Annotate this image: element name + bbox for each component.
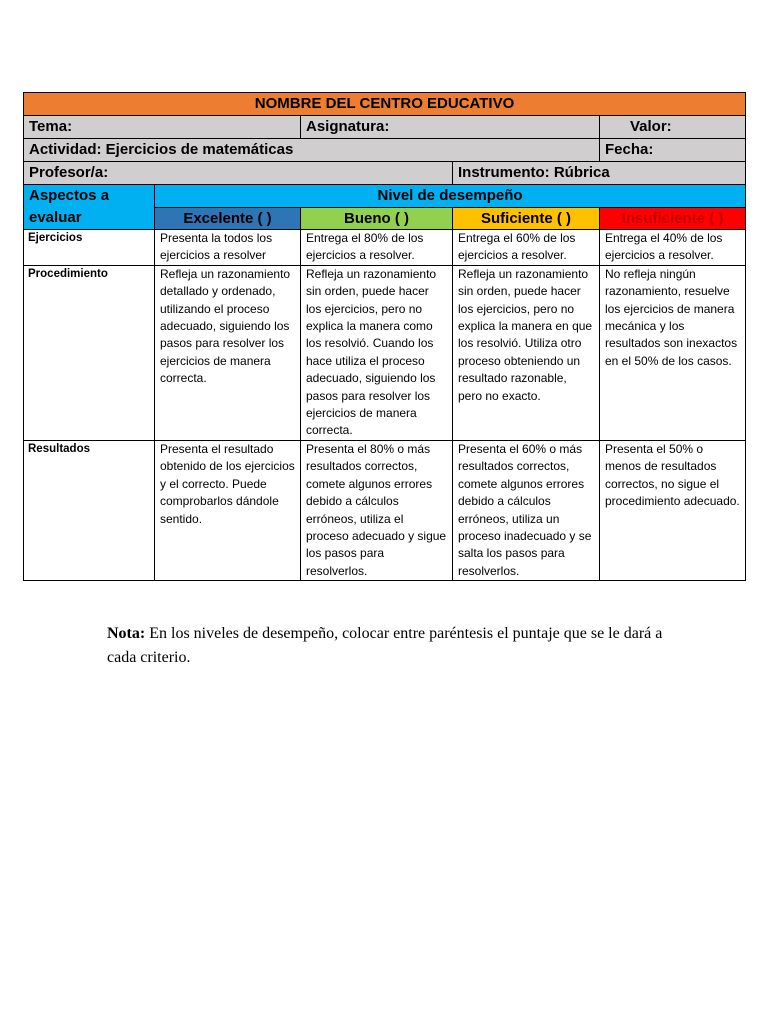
cell-procedimiento-bueno: Refleja un razonamiento sin orden, puede hacer los ejercicios, pero no explica la manera como los resolvió. Cuando los hace utiliza el proceso adecuado, siguiendo los pasos para resolver los ejercicios de manera correcta. (301, 265, 453, 440)
level-title-row (24, 185, 746, 208)
rubric-table (23, 92, 746, 581)
profesor-row (24, 162, 746, 185)
cell-ejercicios-suficiente: Entrega el 60% de los ejercicios a resolver. (453, 230, 600, 266)
cell-resultados-excelente: Presenta el resultado obtenido de los ejercicios y el correcto. Puede comprobarlos dándole sentido. (155, 440, 301, 580)
note-paragraph (107, 622, 667, 669)
tema-field: Tema: (24, 116, 301, 139)
rubric-row-ejercicios (24, 230, 746, 266)
criterion-procedimiento: Procedimiento (24, 265, 155, 440)
rubric-row-resultados (24, 440, 746, 580)
cell-ejercicios-bueno: Entrega el 80% de los ejercicios a resolver. (301, 230, 453, 266)
fecha-field: Fecha: (600, 139, 746, 162)
cell-resultados-bueno: Presenta el 80% o más resultados correctos, comete algunos errores debido a cálculos erróneos, utiliza el proceso adecuado y sigue los pasos para resolverlos. (301, 440, 453, 580)
tema-row (24, 116, 746, 139)
note-label: Nota: (107, 625, 146, 642)
level-insuficiente: Insuficiente ( ) (600, 207, 746, 230)
cell-ejercicios-insuficiente: Entrega el 40% de los ejercicios a resolver. (600, 230, 746, 266)
aspects-header: Aspectos a evaluar (24, 185, 155, 230)
level-header: Nivel de desempeño (155, 185, 746, 208)
cell-ejercicios-excelente: Presenta la todos los ejercicios a resolver (155, 230, 301, 266)
instrumento-field: Instrumento: Rúbrica (453, 162, 746, 185)
profesor-field: Profesor/a: (24, 162, 453, 185)
level-bueno: Bueno ( ) (301, 207, 453, 230)
asignatura-field: Asignatura: (301, 116, 600, 139)
school-name: NOMBRE DEL CENTRO EDUCATIVO (24, 93, 746, 116)
criterion-ejercicios: Ejercicios (24, 230, 155, 266)
level-suficiente: Suficiente ( ) (453, 207, 600, 230)
cell-procedimiento-suficiente: Refleja un razonamiento sin orden, puede hacer los ejercicios, pero no explica la manera en que los resolvió. Utiliza otro proceso obteniendo un resultado razonable, pero no exacto. (453, 265, 600, 440)
valor-field (600, 116, 746, 139)
criterion-resultados: Resultados (24, 440, 155, 580)
note-text: En los niveles de desempeño, colocar entre paréntesis el puntaje que se le dará a cada criterio. (107, 625, 663, 666)
school-row (24, 93, 746, 116)
cell-resultados-suficiente: Presenta el 60% o más resultados correctos, comete algunos errores debido a cálculos erróneos, utiliza un proceso inadecuado y se salta los pasos para resolverlos. (453, 440, 600, 580)
cell-procedimiento-insuficiente: No refleja ningún razonamiento, resuelve los ejercicios de manera mecánica y los resultados son inexactos en el 50% de los casos. (600, 265, 746, 440)
rubric-table-wrapper (23, 92, 745, 581)
rubric-row-procedimiento (24, 265, 746, 440)
actividad-field: Actividad: Ejercicios de matemáticas (24, 139, 600, 162)
actividad-row (24, 139, 746, 162)
cell-resultados-insuficiente: Presenta el 50% o menos de resultados correctos, no sigue el procedimiento adecuado. (600, 440, 746, 580)
level-excelente: Excelente ( ) (155, 207, 301, 230)
cell-procedimiento-excelente: Refleja un razonamiento detallado y ordenado, utilizando el proceso adecuado, siguiendo los pasos para resolver los ejercicios de manera correcta. (155, 265, 301, 440)
valor-label: Valor: (630, 118, 672, 135)
